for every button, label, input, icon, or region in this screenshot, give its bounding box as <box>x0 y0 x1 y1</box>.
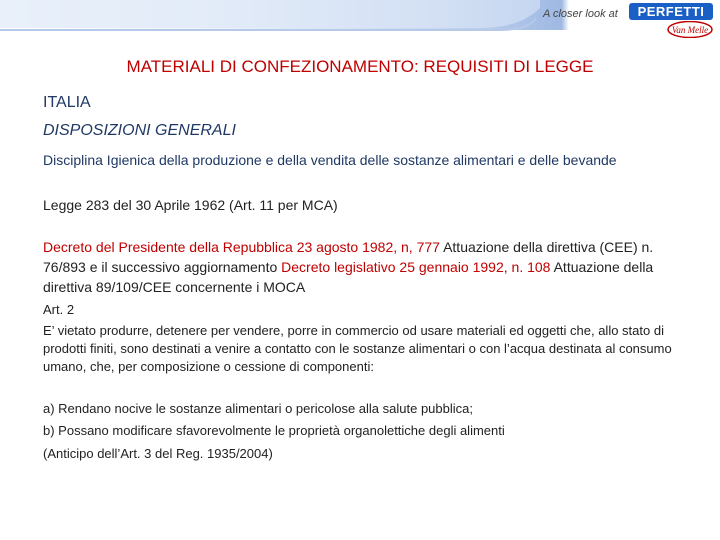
law-reference: Legge 283 del 30 Aprile 1962 (Art. 11 per MCA) <box>43 197 338 213</box>
discipline-paragraph: Disciplina Igienica della produzione e della vendita delle sostanze alimentari e delle bevande <box>43 152 617 168</box>
logo-sub-text: Van Melle <box>671 25 709 35</box>
logo-wordmark: PERFETTI <box>629 3 713 20</box>
decree-presidential: Decreto del Presidente della Repubblica 23 agosto 1982, n, 777 <box>43 239 440 255</box>
decree-paragraph <box>43 237 683 297</box>
list-item-a: a) Rendano nocive le sostanze alimentari o pericolose alla salute pubblica; <box>43 401 473 416</box>
logo-sub-mark <box>667 21 713 38</box>
article-body: E’ vietato produrre, detenere per vendere, porre in commercio od usare materiali ed oggetti che, allo stato di prodotti finiti, sono destinati a venire a contatto con le sostanze alimentari o con l’acqua destinata al consumo umano, che, per composizione o cessione di componenti: <box>43 323 672 374</box>
section-heading: DISPOSIZIONI GENERALI <box>43 122 236 139</box>
country-heading: ITALIA <box>43 94 91 111</box>
decree-moca: Attuazione della direttiva 89/109/CEE concernente i MOCA <box>43 259 654 295</box>
slide-title: MATERIALI DI CONFEZIONAMENTO: REQUISITI DI LEGGE <box>126 57 594 76</box>
perfetti-logo <box>629 3 713 39</box>
decree-implementation: Attuazione della direttiva (CEE) n. 76/893 e il successivo aggiornamento <box>43 239 654 275</box>
regulation-note: (Anticipo dell’Art. 3 del Reg. 1935/2004) <box>43 446 273 461</box>
decree-legislative: Decreto legislativo 25 gennaio 1992, n. 108 <box>281 259 551 275</box>
header-tagline: A closer look at <box>543 8 618 20</box>
list-item-b: b) Possano modificare sfavorevolmente le proprietà organolettiche degli alimenti <box>43 423 505 438</box>
article-title: Art. 2 <box>43 302 75 317</box>
header-swoosh <box>0 0 720 40</box>
